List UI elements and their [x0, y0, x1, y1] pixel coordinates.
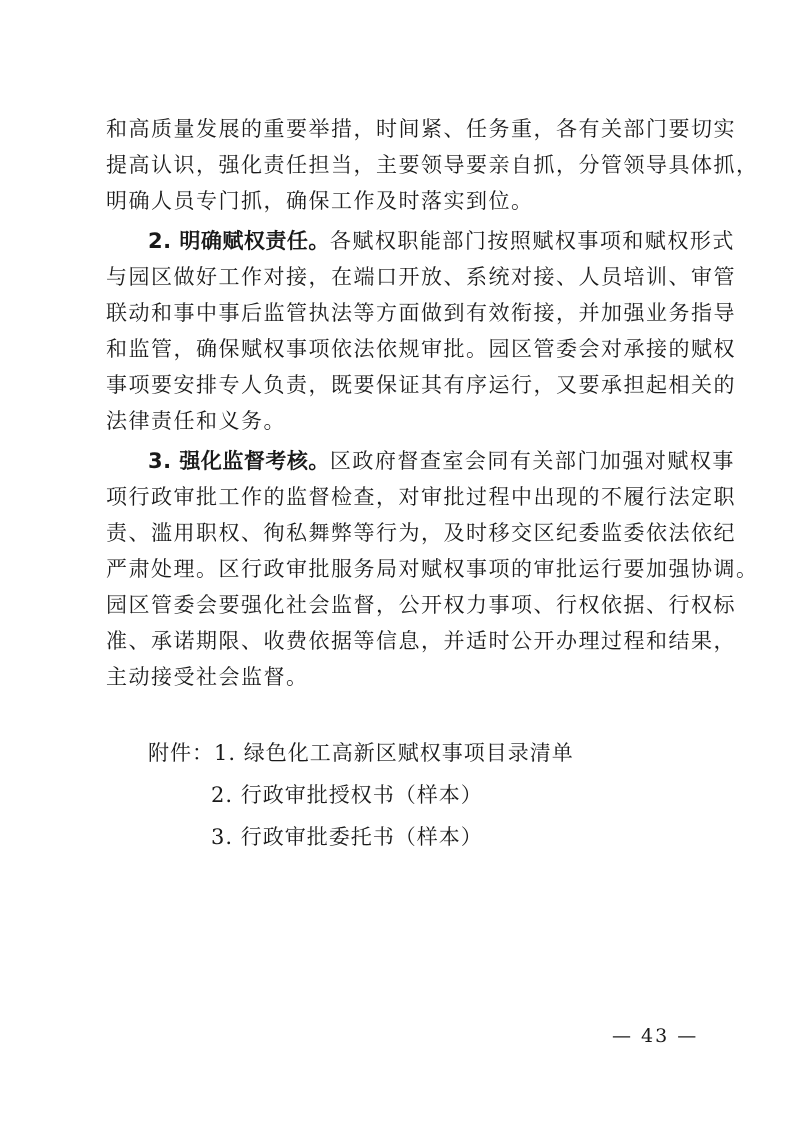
paragraph-3-line-5: 园区管委会要强化社会监督，公开权力事项、行权依据、行权标	[106, 593, 736, 617]
paragraph-3-line-7: 主动接受社会监督。	[106, 665, 309, 689]
paragraph-2-line-6: 法律责任和义务。	[106, 409, 286, 433]
paragraph-3-line-2: 项行政审批工作的监督检查，对审批过程中出现的不履行法定职	[106, 485, 736, 509]
paragraph-1-line-3: 明确人员专门抓，确保工作及时落实到位。	[106, 189, 534, 213]
paragraph-3-first-line-text: 区政府督查室会同有关部门加强对赋权事	[329, 449, 735, 473]
paragraph-2-line-4: 和监管，确保赋权事项依法依规审批。园区管委会对承接的赋权	[106, 337, 736, 361]
attachments-label: 附件：	[148, 741, 214, 765]
paragraph-3-line-4: 严肃处理。区行政审批服务局对赋权事项的审批运行要加强协调。	[106, 557, 759, 581]
paragraph-2-first-line-text: 各赋权职能部门按照赋权事项和赋权形式	[329, 229, 735, 253]
paragraph-3-line-1	[148, 446, 735, 476]
paragraph-2-line-2: 与园区做好工作对接，在端口开放、系统对接、人员培训、审管	[106, 265, 736, 289]
paragraph-1-line-2: 提高认识，强化责任担当，主要领导要亲自抓，分管领导具体抓，	[106, 153, 759, 177]
paragraph-2-line-5: 事项要安排专人负责，既要保证其有序运行，又要承担起相关的	[106, 373, 736, 397]
paragraph-2-line-1	[148, 226, 735, 256]
paragraph-1-line-1: 和高质量发展的重要举措，时间紧、任务重，各有关部门要切实	[106, 117, 736, 141]
attachment-item-1	[148, 738, 574, 768]
paragraph-3-line-6: 准、承诺期限、收费依据等信息，并适时公开办理过程和结果，	[106, 629, 736, 653]
paragraph-3-line-3: 责、滥用职权、徇私舞弊等行为，及时移交区纪委监委依法依纪	[106, 521, 736, 545]
attachment-item-2: 2. 行政审批授权书（样本）	[211, 783, 483, 807]
attachment-item-3: 3. 行政审批委托书（样本）	[211, 825, 483, 849]
paragraph-3-heading: 3. 强化监督考核。	[148, 449, 330, 473]
attachment-item-1-text: 1. 绿色化工高新区赋权事项目录清单	[214, 741, 574, 765]
paragraph-2-heading: 2. 明确赋权责任。	[148, 229, 330, 253]
page-number: — 43 —	[612, 1025, 699, 1047]
paragraph-2-line-3: 联动和事中事后监管执法等方面做到有效衔接，并加强业务指导	[106, 301, 736, 325]
